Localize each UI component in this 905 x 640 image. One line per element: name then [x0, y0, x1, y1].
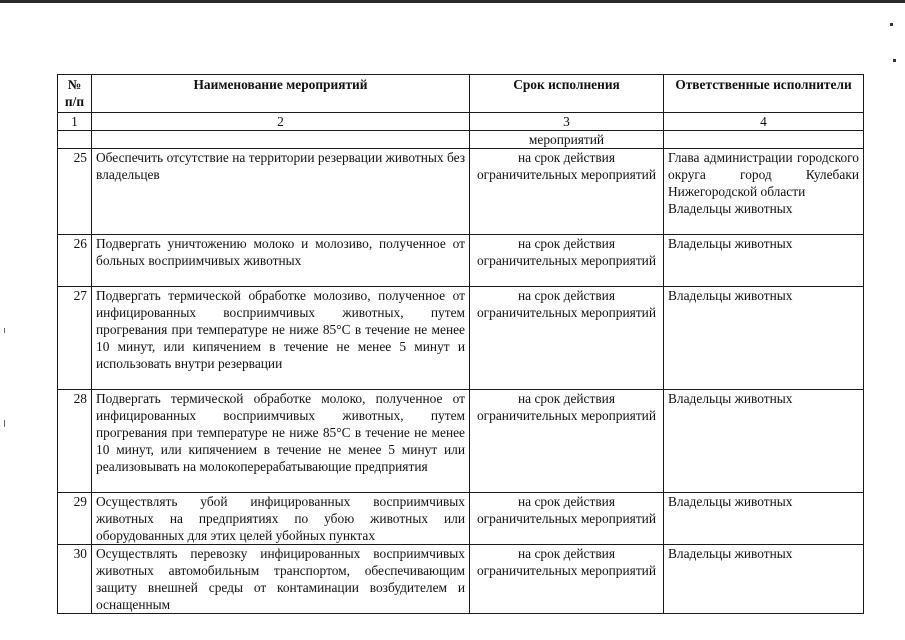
responsible-text: Владельцы животных: [668, 546, 793, 561]
header-num: № п/п: [58, 75, 92, 113]
measure-text: Обеспечить отсутствие на территории резервации животных без владельцев: [92, 149, 470, 235]
deadline-text: на срок действия ограничительных мероприятий: [470, 287, 664, 390]
scan-margin-mark: [4, 420, 5, 427]
responsible-cell: [664, 235, 864, 287]
responsible-text: Владельцы животных: [668, 494, 793, 509]
table-row: [58, 390, 864, 493]
measures-table: [57, 74, 864, 614]
deadline-text: на срок действия ограничительных мероприятий: [470, 545, 664, 614]
scan-artifact-dot: [893, 59, 896, 62]
deadline-text: на срок действия ограничительных мероприятий: [470, 235, 664, 287]
measure-text: Подвергать уничтожению молоко и молозиво, полученное от больных восприимчивых животных: [92, 235, 470, 287]
header-term: Срок исполнения: [470, 75, 664, 113]
scan-top-rule: [0, 0, 905, 3]
column-index: 2: [92, 113, 470, 131]
column-index: 1: [58, 113, 92, 131]
continuation-term: мероприятий: [470, 131, 664, 149]
continuation-num: [58, 131, 92, 149]
header-row: [58, 75, 864, 113]
column-index-row: [58, 113, 864, 131]
responsible-cell: [664, 287, 864, 390]
row-number: 25: [58, 149, 92, 235]
table-row: [58, 493, 864, 545]
continuation-name: [92, 131, 470, 149]
measure-text: Подвергать термической обработке молозиво, полученное от инфицированных восприимчивых животных, путем прогревания при температуре не ниже 85°С в течение не менее 10 минут, или кипячением в течение не менее 5 минут и использовать внутри резервации: [92, 287, 470, 390]
responsible-text: Глава администрации городского округа город Кулебаки Нижегородской области: [668, 150, 859, 199]
measure-text: Осуществлять убой инфицированных восприимчивых животных на предприятиях по убою животных или оборудованных для этих целей убойных пунктах: [92, 493, 470, 545]
continuation-responsible: [664, 131, 864, 149]
measure-text: Подвергать термической обработке молоко, полученное от инфицированных восприимчивых животных, путем прогревания при температуре не ниже 85°С в течение не менее 10 минут, или кипячением в течение не менее 5 минут или реализовывать на молокоперерабатывающие предприятия: [92, 390, 470, 493]
row-number: 28: [58, 390, 92, 493]
responsible-cell: [664, 493, 864, 545]
continuation-row: [58, 131, 864, 149]
column-index: 3: [470, 113, 664, 131]
scan-margin-mark: [4, 328, 5, 333]
responsible-text: Владельцы животных: [668, 201, 793, 216]
table-row: [58, 235, 864, 287]
deadline-text: на срок действия ограничительных мероприятий: [470, 390, 664, 493]
responsible-text: Владельцы животных: [668, 288, 793, 303]
measure-text: Осуществлять перевозку инфицированных восприимчивых животных автомобильным транспортом, обеспечивающим защиту внешней среды от контаминации возбудителем и оснащенным: [92, 545, 470, 614]
table-row: [58, 545, 864, 614]
row-number: 26: [58, 235, 92, 287]
responsible-text: Владельцы животных: [668, 236, 793, 251]
row-number: 30: [58, 545, 92, 614]
scan-artifact-dot: [890, 23, 893, 26]
table-row: [58, 149, 864, 235]
responsible-text: Владельцы животных: [668, 391, 793, 406]
header-name: Наименование мероприятий: [92, 75, 470, 113]
table-row: [58, 287, 864, 390]
responsible-cell: [664, 545, 864, 614]
row-number: 29: [58, 493, 92, 545]
responsible-cell: [664, 390, 864, 493]
header-responsible: Ответственные исполнители: [664, 75, 864, 113]
column-index: 4: [664, 113, 864, 131]
row-number: 27: [58, 287, 92, 390]
deadline-text: на срок действия ограничительных мероприятий: [470, 149, 664, 235]
responsible-cell: [664, 149, 864, 235]
deadline-text: на срок действия ограничительных мероприятий: [470, 493, 664, 545]
